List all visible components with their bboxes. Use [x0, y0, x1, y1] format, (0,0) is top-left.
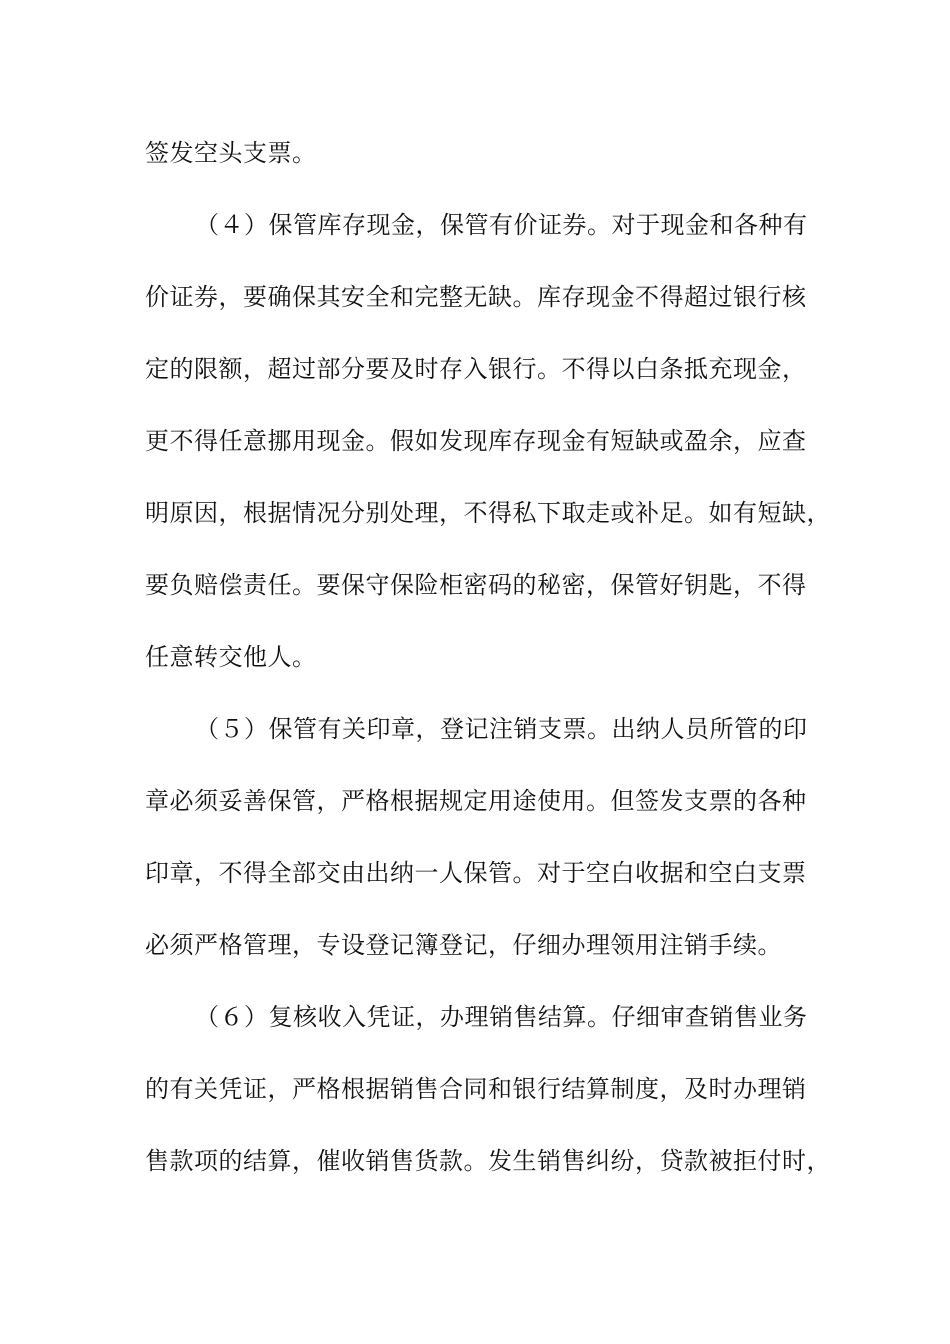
text-line: 必须严格管理，专设登记簿登记，仔细办理领用注销手续。 [145, 931, 782, 959]
text-line: 任意转交他人。 [145, 643, 317, 671]
text-line: 明原因，根据情况分别处理，不得私下取走或补足。如有短缺， [145, 499, 831, 527]
text-line: 更不得任意挪用现金。假如发现库存现金有短缺或盈余，应查 [145, 427, 807, 455]
text-line: 售款项的结算，催收销售货款。发生销售纠纷，贷款被拒付时， [145, 1147, 831, 1175]
text-line: 签发空头支票。 [145, 139, 317, 167]
text-line: 价证券，要确保其安全和完整无缺。库存现金不得超过银行核 [145, 283, 807, 311]
text-line: （６）复核收入凭证，办理销售结算。仔细审查销售业务 [195, 1003, 808, 1031]
text-line: 章必须妥善保管，严格根据规定用途使用。但签发支票的各种 [145, 787, 807, 815]
text-line: （５）保管有关印章，登记注销支票。出纳人员所管的印 [195, 715, 808, 743]
text-line: 印章，不得全部交由出纳一人保管。对于空白收据和空白支票 [145, 859, 807, 887]
text-line: 要负赔偿责任。要保守保险柜密码的秘密，保管好钥匙，不得 [145, 571, 807, 599]
text-line: 定的限额，超过部分要及时存入银行。不得以白条抵充现金， [145, 355, 807, 383]
text-line: （４）保管库存现金，保管有价证券。对于现金和各种有 [195, 211, 808, 239]
text-line: 的有关凭证，严格根据销售合同和银行结算制度，及时办理销 [145, 1075, 807, 1103]
